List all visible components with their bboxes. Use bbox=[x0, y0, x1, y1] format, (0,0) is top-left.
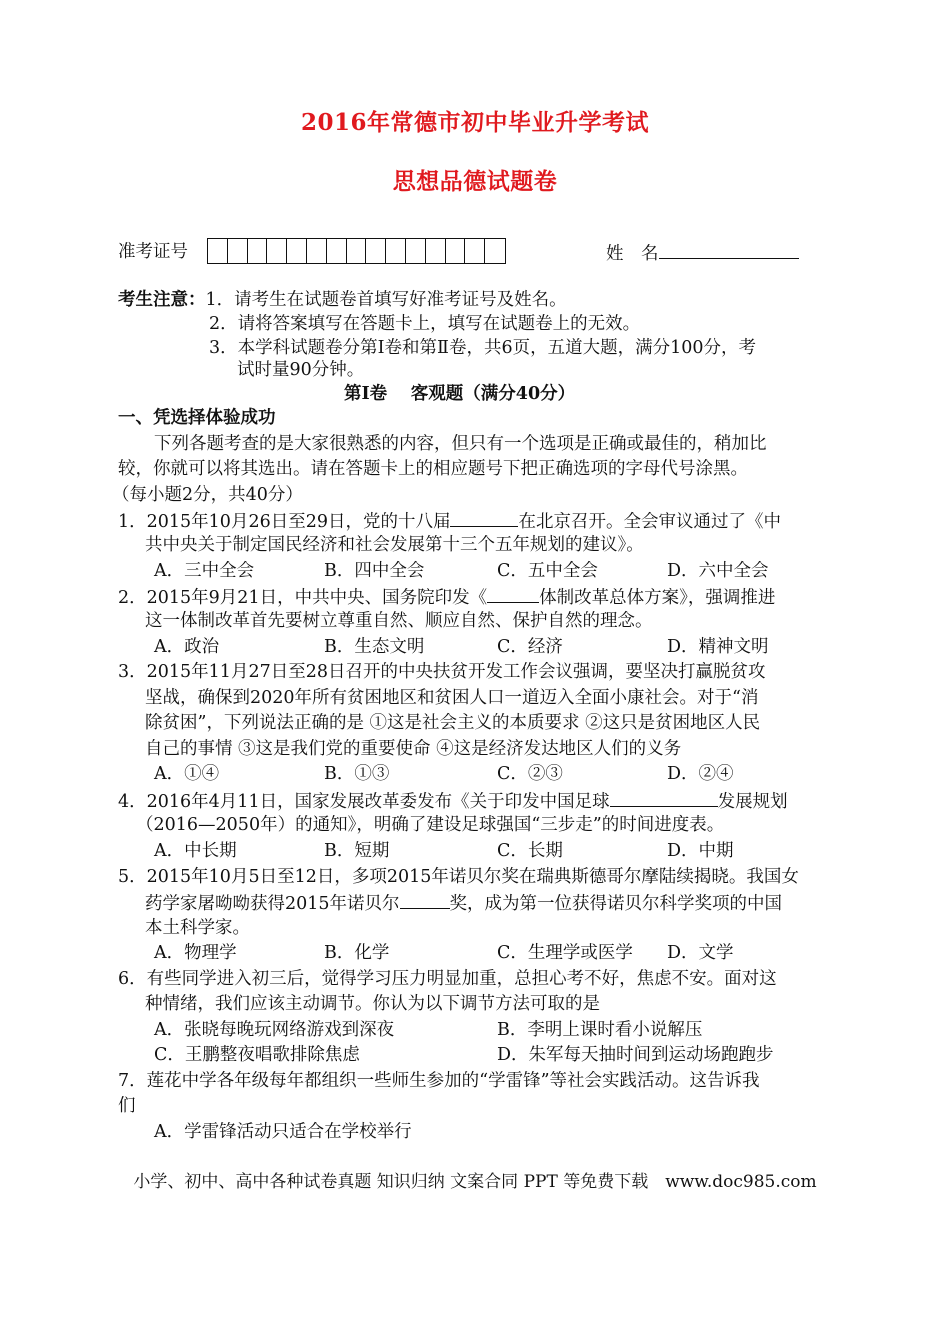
notice-line-3: 3．本学科试题卷分第Ⅰ卷和第Ⅱ卷，共6页，五道大题，满分100分，考 bbox=[209, 338, 756, 358]
q7-line-1: 7．莲花中学各年级每年都组织一些师生参加的“学雷锋”等社会实践活动。这告诉我 bbox=[118, 1071, 760, 1091]
q7-option-a[interactable]: A．学雷锋活动只适合在学校举行 bbox=[154, 1122, 412, 1142]
q3-option-b[interactable]: B．①③ bbox=[324, 764, 390, 784]
q1-option-b[interactable]: B．四中全会 bbox=[324, 561, 425, 581]
q5-line-2: 药学家屠呦呦获得2015年诺贝尔 奖，成为第一位获得诺贝尔科学奖项的中国 bbox=[145, 890, 782, 916]
q3-line-2: 坚战，确保到2020年所有贫困地区和贫困人口一道迈入全面小康社会。对于“消 bbox=[145, 688, 759, 708]
q5-option-b[interactable]: B．化学 bbox=[324, 943, 390, 963]
q1-option-a[interactable]: A．三中全会 bbox=[154, 561, 255, 581]
q1-option-d[interactable]: D．六中全会 bbox=[667, 561, 769, 581]
intro-line-1: 下列各题考查的是大家很熟悉的内容，但只有一个选项是正确或最佳的，稍加比 bbox=[154, 434, 767, 454]
q5-option-d[interactable]: D．文学 bbox=[667, 943, 734, 963]
q4-option-a[interactable]: A．中长期 bbox=[154, 841, 237, 861]
q4-option-d[interactable]: D．中期 bbox=[667, 841, 734, 861]
subject-title: 思想品德试题卷 bbox=[392, 168, 558, 195]
q2-option-a[interactable]: A．政治 bbox=[154, 637, 220, 657]
candidate-id-boxes[interactable] bbox=[207, 238, 506, 264]
q2-option-c[interactable]: C．经济 bbox=[497, 637, 563, 657]
q2-option-d[interactable]: D．精神文明 bbox=[667, 637, 769, 657]
q6-line-1: 6．有些同学进入初三后，觉得学习压力明显加重，总担心考不好，焦虑不安。面对这 bbox=[118, 969, 777, 989]
q3-line-4: 自己的事情 ③这是我们党的重要使命 ④这是经济发达地区人们的义务 bbox=[145, 739, 682, 759]
q3-line-3: 除贫困”，下列说法正确的是 ①这是社会主义的本质要求 ②这只是贫困地区人民 bbox=[145, 713, 761, 733]
name-field[interactable] bbox=[659, 240, 799, 259]
notice-label: 考生注意： bbox=[118, 290, 206, 310]
q5-blank bbox=[400, 890, 450, 909]
intro-line-2: 较，你就可以将其选出。请在答题卡上的相应题号下把正确选项的字母代号涂黑。 bbox=[118, 459, 748, 479]
section-heading: 第Ⅰ卷 客观题（满分40分） bbox=[344, 384, 576, 404]
q1-line-2: 共中央关于制定国民经济和社会发展第十三个五年规划的建议》。 bbox=[145, 535, 644, 555]
q1-option-c[interactable]: C．五中全会 bbox=[497, 561, 598, 581]
q6-option-b[interactable]: B．李明上课时看小说解压 bbox=[497, 1020, 703, 1040]
name-label: 姓 名 bbox=[606, 240, 799, 266]
q4-blank bbox=[610, 788, 718, 807]
q4-line-1: 4．2016年4月11日，国家发展改革委发布《关于印发中国足球 发展规划 bbox=[118, 788, 788, 814]
q6-option-c[interactable]: C．王鹏整夜唱歌排除焦虑 bbox=[154, 1045, 360, 1065]
q4-option-b[interactable]: B．短期 bbox=[324, 841, 390, 861]
q3-option-d[interactable]: D．②④ bbox=[667, 764, 734, 784]
q2-blank bbox=[487, 584, 539, 603]
q3-line-1: 3．2015年11月27日至28日召开的中央扶贫开发工作会议强调，要坚决打赢脱贫攻 bbox=[118, 662, 766, 682]
candidate-id-label: 准考证号 bbox=[118, 242, 188, 262]
q4-option-c[interactable]: C．长期 bbox=[497, 841, 563, 861]
q6-option-a[interactable]: A．张晓每晚玩网络游戏到深夜 bbox=[154, 1020, 395, 1040]
q5-option-c[interactable]: C．生理学或医学 bbox=[497, 943, 633, 963]
q5-line-3: 本土科学家。 bbox=[145, 918, 250, 938]
q1-blank bbox=[450, 508, 518, 527]
q2-option-b[interactable]: B．生态文明 bbox=[324, 637, 425, 657]
q4-line-2: （2016—2050年）的通知》，明确了建设足球强国“三步走”的时间进度表。 bbox=[136, 815, 725, 835]
q3-option-a[interactable]: A．①④ bbox=[154, 764, 220, 784]
intro-line-3: （每小题2分，共40分） bbox=[112, 485, 303, 505]
q5-line-1: 5．2015年10月5日至12日，多项2015年诺贝尔奖在瑞典斯德哥尔摩陆续揭晓。我国女 bbox=[118, 867, 799, 887]
q6-line-2: 种情绪，我们应该主动调节。你认为以下调节方法可取的是 bbox=[145, 994, 600, 1014]
q2-line-1: 2．2015年9月21日，中共中央、国务院印发《 体制改革总体方案》，强调推进 bbox=[118, 584, 775, 610]
q3-option-c[interactable]: C．②③ bbox=[497, 764, 563, 784]
q6-option-d[interactable]: D．朱军每天抽时间到运动场跑跑步 bbox=[497, 1045, 774, 1065]
q7-line-2: 们 bbox=[118, 1096, 136, 1116]
page-footer: 小学、初中、高中各种试卷真题 知识归纳 文案合同 PPT 等免费下载 www.doc985.com bbox=[133, 1172, 817, 1192]
exam-title: 2016年常德市初中毕业升学考试 bbox=[300, 109, 649, 136]
notice-line-1: 考生注意：1．请考生在试题卷首填写好准考证号及姓名。 bbox=[118, 290, 567, 310]
q2-line-2: 这一体制改革首先要树立尊重自然、顺应自然、保护自然的理念。 bbox=[145, 611, 653, 631]
notice-line-2: 2．请将答案填写在答题卡上，填写在试题卷上的无效。 bbox=[209, 314, 641, 334]
q1-line-1: 1．2015年10月26日至29日，党的十八届 在北京召开。全会审议通过了《中 bbox=[118, 508, 781, 534]
part-title: 一、凭选择体验成功 bbox=[118, 408, 276, 428]
notice-line-4: 试时量90分钟。 bbox=[237, 360, 365, 380]
q5-option-a[interactable]: A．物理学 bbox=[154, 943, 237, 963]
